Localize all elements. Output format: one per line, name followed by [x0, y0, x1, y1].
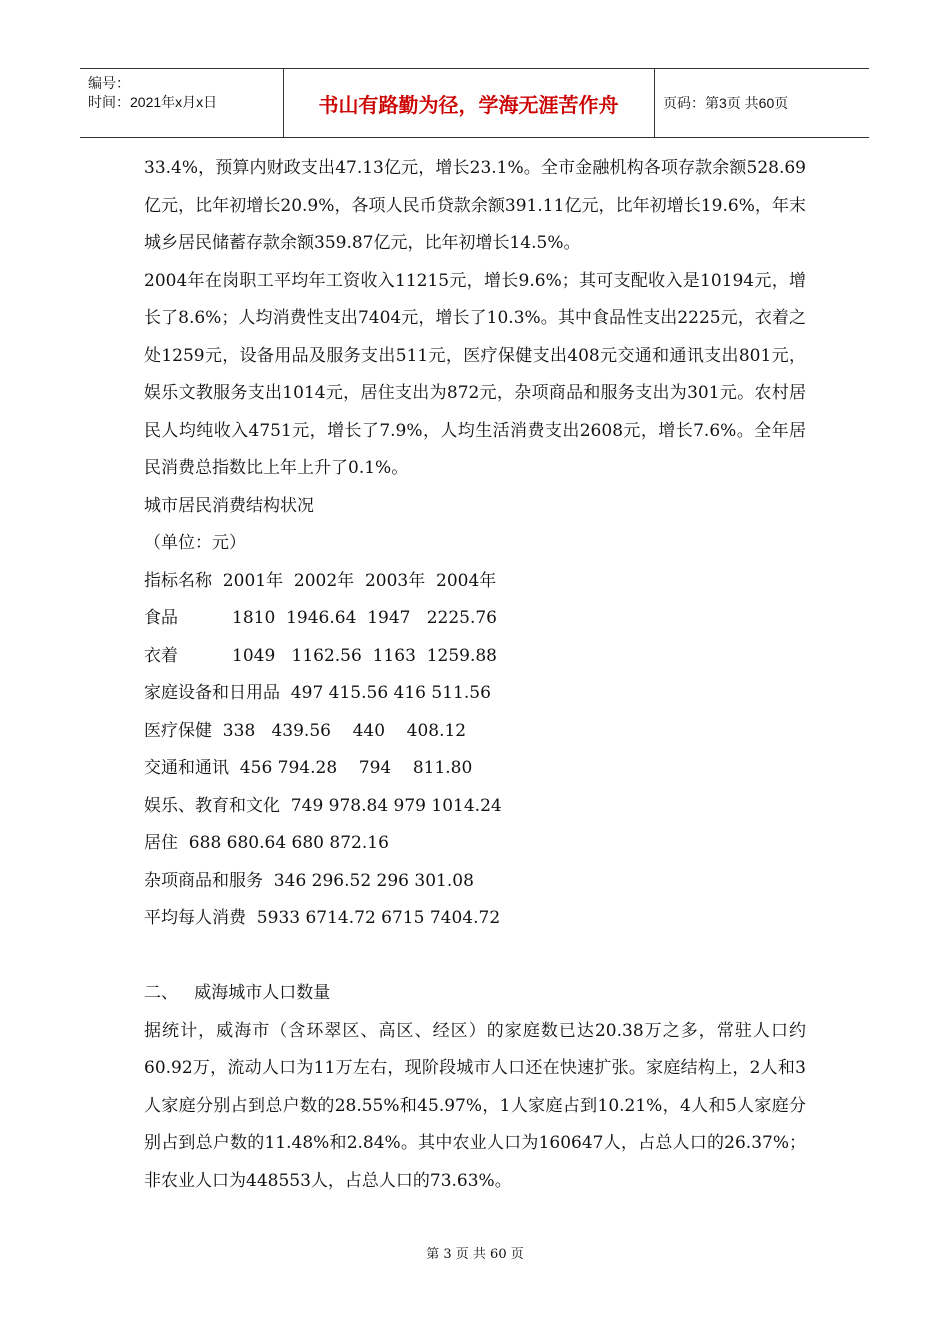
table-row: 医疗保健 338 439.56 440 408.12 [144, 720, 467, 741]
table-row: 家庭设备和日用品 497 415.56 416 511.56 [144, 683, 491, 703]
document-body [144, 150, 806, 1200]
table-row: 娱乐、教育和文化 749 978.84 979 1014.24 [144, 795, 502, 816]
table-row: 衣着 1049 1162.56 1163 1259.88 [144, 645, 497, 666]
page-header [80, 68, 869, 138]
table-row: 交通和通讯 456 794.28 794 811.80 [144, 758, 473, 778]
header-motto: 书山有路勤为径，学海无涯苦作舟 [318, 92, 619, 117]
header-divider [654, 69, 655, 137]
header-meta [88, 69, 283, 137]
paragraph-finance: 33.4%，预算内财政支出47.13亿元，增长23.1%。全市金融机构各项存款余额528.69亿元，比年初增长20.9%，各项人民币贷款余额391.11亿元，比年初增长19.6%，年末城乡居民储蓄存款余额359.87亿元，比年初增长14.5%。 [144, 158, 806, 253]
table-row: 居住 688 680.64 680 872.16 [144, 833, 389, 853]
table-row: 平均每人消费 5933 6714.72 6715 7404.72 [144, 908, 501, 928]
section-heading: 二、 威海城市人口数量 [144, 983, 331, 1003]
header-page-info: 页码：第3页 共60页 [663, 95, 789, 111]
doc-date-label: 时间：2021年x月x日 [88, 94, 218, 110]
table-row: 食品 1810 1946.64 1947 2225.76 [144, 608, 497, 628]
table-unit: （单位：元） [144, 533, 246, 553]
doc-code-label: 编号： [88, 75, 130, 91]
spacer [144, 938, 806, 976]
paragraph-population: 据统计，威海市（含环翠区、高区、经区）的家庭数已达20.38万之多，常驻人口约60.92万，流动人口为11万左右，现阶段城市人口还在快速扩张。家庭结构上，2人和3人家庭分别占到总户数的28.55%和45.97%，1人家庭占到10.21%，4人和5人家庭分别占到总户数的11.48%和2.84%。其中农业人口为160647人，占总人口的26.37%；非农业人口为448553人，占总人口的73.63%。 [144, 1020, 806, 1191]
table-header: 指标名称 2001年 2002年 2003年 2004年 [144, 570, 497, 591]
table-row: 杂项商品和服务 346 296.52 296 301.08 [144, 870, 474, 891]
table-title: 城市居民消费结构状况 [144, 495, 314, 516]
paragraph-income: 2004年在岗职工平均年工资收入11215元，增长9.6%；其可支配收入是10194元，增长了8.6%；人均消费性支出7404元，增长了10.3%。其中食品性支出2225元，衣着之处1259元，设备用品及服务支出511元，医疗保健支出408元交通和通讯支出801元，娱乐文教服务支出1014元，居住支出为872元，杂项商品和服务支出为301元。农村居民人均纯收入4751元，增长了7.9%，人均生活消费支出2608元，增长7.6%。全年居民消费总指数比上年上升了0.1%。 [144, 270, 806, 478]
page-footer: 第 3 页 共 60 页 [426, 1247, 524, 1262]
